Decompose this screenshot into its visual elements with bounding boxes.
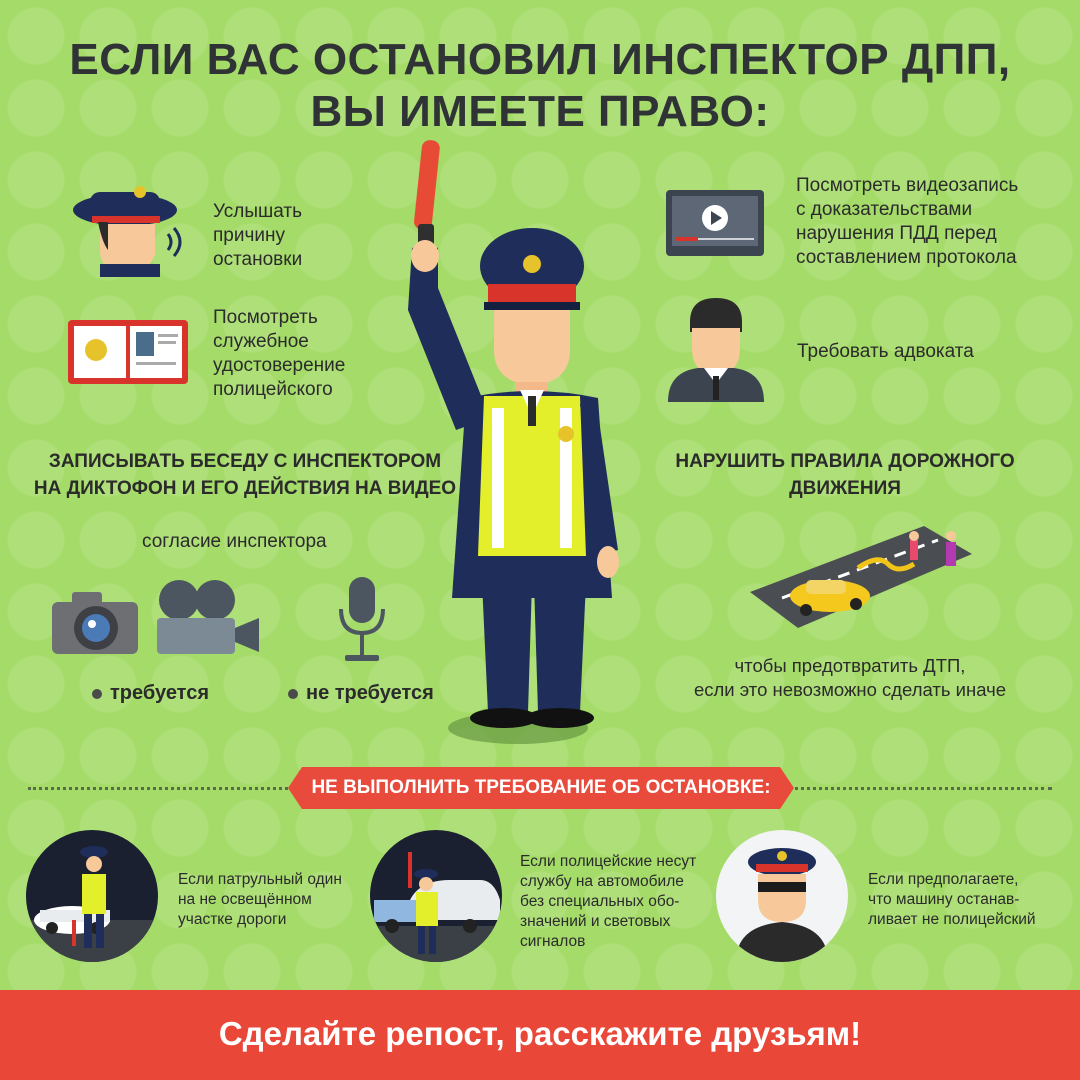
- photo-camera-icon: [50, 590, 140, 656]
- see-id-text: Посмотреть служебное удостоверение полицейского: [213, 307, 346, 400]
- case-dark-road-image: [26, 830, 158, 962]
- divider-left: [28, 787, 294, 790]
- title-line-1: ЕСЛИ ВАС ОСТАНОВИЛ ИНСПЕКТОР ДПП,: [69, 35, 1011, 84]
- video-player-icon: [664, 188, 766, 260]
- video-camera-icon: [153, 578, 261, 656]
- case-1-text: Если патрульный один на не освещённом участке дороги: [178, 871, 342, 928]
- case-unmarked-car-image: [370, 830, 502, 962]
- required-label: требуется: [92, 682, 209, 705]
- case-fake-officer-image: [716, 830, 848, 962]
- title-line-2: ВЫ ИМЕЕТЕ ПРАВО:: [310, 87, 770, 136]
- police-id-card-icon: [66, 318, 190, 386]
- consent-label: согласие инспектора: [142, 531, 327, 552]
- share-call-to-action: Сделайте репост, расскажите друзьям!: [0, 990, 1080, 1080]
- police-officer-speaking-icon: [70, 172, 185, 277]
- record-heading: ЗАПИСЫВАТЬ БЕСЕДУ С ИНСПЕКТОРОМ НА ДИКТОФОН И ЕГО ДЕЙСТВИЯ НА ВИДЕО: [33, 451, 457, 499]
- case-3-text: Если предполагаете, что машину останав- ливает не полицейский: [868, 871, 1036, 928]
- lawyer-text: Требовать адвоката: [797, 341, 974, 362]
- not-required-label: не требуется: [288, 682, 434, 705]
- hear-reason-text: Услышать причину остановки: [213, 201, 303, 270]
- violate-heading: НАРУШИТЬ ПРАВИЛА ДОРОЖНОГО ДВИЖЕНИЯ: [675, 451, 1015, 499]
- divider-right: [788, 787, 1052, 790]
- microphone-icon: [333, 575, 391, 665]
- not-obey-banner: НЕ ВЫПОЛНИТЬ ТРЕБОВАНИЕ ОБ ОСТАНОВКЕ:: [302, 767, 780, 809]
- page-title: [0, 34, 1080, 138]
- traffic-police-officer-illustration: [400, 138, 640, 750]
- prevent-text: чтобы предотвратить ДТП, если это невозможно сделать иначе: [693, 655, 1007, 700]
- road-car-pedestrians-icon: [748, 520, 974, 632]
- see-video-text: Посмотреть видеозапись с доказательствами нарушения ПДД перед составлением протокола: [796, 175, 1019, 268]
- lawyer-icon: [664, 296, 766, 404]
- case-2-text: Если полицейские несут службу на автомобиле без специальных обо- значений и световых сигналов: [520, 853, 697, 950]
